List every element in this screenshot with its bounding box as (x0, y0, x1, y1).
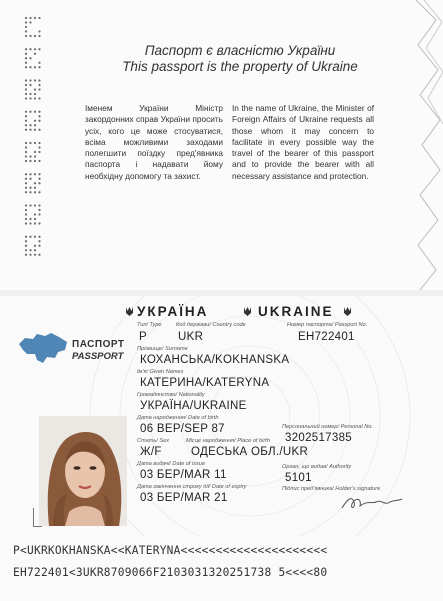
perforation-dot (29, 111, 31, 113)
value-sex: Ж/F (140, 446, 162, 458)
perforation-dot (25, 178, 27, 180)
perforation-dot (38, 222, 40, 224)
perforation-dot (29, 160, 31, 162)
photo-corner-mark (33, 508, 42, 527)
value-personal-no: 3202517385 (285, 432, 352, 444)
perforation-dot (34, 204, 36, 206)
perforation-dot (29, 236, 31, 238)
perforation-dot (25, 240, 27, 242)
perforation-dot (25, 97, 27, 99)
label-date-of-expiry: Дата закінчення строку дії/ Date of expiry (137, 484, 247, 490)
perforation-dot (29, 97, 31, 99)
perforation-dot (34, 173, 36, 175)
perforation-dot (25, 249, 27, 251)
page-edge-pattern (396, 0, 443, 290)
label-country-code: Код держави/ Country code (176, 322, 246, 328)
value-date-of-expiry: 03 БЕР/MAR 21 (140, 492, 228, 504)
perforation-dot (25, 204, 27, 206)
perforation-dot (34, 254, 36, 256)
perforation-dot (38, 151, 40, 153)
perforation-dot (29, 66, 31, 68)
perforation-dot (38, 173, 40, 175)
perforation-dot (34, 236, 36, 238)
perforation-dot (34, 160, 36, 162)
perforation-dot (25, 115, 27, 117)
request-text-ua: Іменем України Міністр закордонних справ України просить усіх, кого це може стосуватися, всіма можливими заходами полегшити поїздку пред'явника паспорта і надавати йому необхідну допомогу та захист. (85, 103, 223, 181)
perforation-dot (25, 79, 27, 81)
perforation-dot (25, 218, 27, 220)
perforation-dot (34, 249, 36, 251)
perforation-dot (34, 191, 36, 193)
perforation-dot (29, 48, 31, 50)
perforation-dot (38, 120, 40, 122)
label-personal-no: Персональний номер/ Personal No. (282, 424, 373, 430)
country-name-en: UKRAINE (258, 304, 334, 319)
document-title-ua: ПАСПОРТ (72, 339, 125, 350)
perforation-dot (25, 21, 27, 23)
perforation-dot (34, 93, 36, 95)
perforation-dot (29, 249, 31, 251)
label-passport-no: Номер паспорта/ Passport No. (287, 322, 368, 328)
perforation-dot (25, 57, 27, 59)
perforation-dot (34, 187, 36, 189)
perforation-dot (34, 48, 36, 50)
perforation-dot (25, 142, 27, 144)
perforation-dot (34, 142, 36, 144)
perforation-dot (34, 151, 36, 153)
perforation-dot (29, 187, 31, 189)
holder-photo (39, 416, 127, 526)
perforation-dot (25, 187, 27, 189)
perforation-dot (34, 124, 36, 126)
perforation-dot (38, 236, 40, 238)
perforation-dot (38, 79, 40, 81)
perforation-dot (29, 222, 31, 224)
perforation-dot (25, 53, 27, 55)
perforation-dot (38, 191, 40, 193)
trident-icon (243, 306, 252, 317)
perforation-dot (25, 66, 27, 68)
perforation-dot (38, 115, 40, 117)
perforation-dot (29, 17, 31, 19)
perforation-dot (38, 48, 40, 50)
property-statement-ua: Паспорт є власністю України (144, 43, 336, 58)
perforation-dot (29, 21, 31, 23)
label-given-names: Ім'я/ Given Names (137, 369, 184, 375)
value-date-of-issue: 03 БЕР/MAR 11 (140, 469, 227, 481)
perforation-dot (29, 93, 31, 95)
label-authority: Орган, що видав/ Authority (282, 464, 352, 470)
perforation-dot (34, 53, 36, 55)
perforation-dot (38, 182, 40, 184)
perforation-dot (38, 213, 40, 215)
holder-signature (338, 492, 404, 514)
perforation-dot (29, 79, 31, 81)
perforation-dot (25, 17, 27, 19)
perforation-dot (25, 222, 27, 224)
label-dob: Дата народження/ Date of birth (137, 415, 219, 421)
perforation-dot (29, 57, 31, 59)
perforation-dot (25, 160, 27, 162)
perforation-dot (38, 30, 40, 32)
perforation-dot (34, 120, 36, 122)
label-nationality: Громадянство/ Nationality (137, 392, 205, 398)
value-surname: КОХАНСЬКА/KOKHANSKA (140, 354, 290, 366)
value-given-names: КАТЕРИНА/KATERYNA (140, 377, 270, 389)
perforation-dot (29, 191, 31, 193)
perforation-dot (25, 209, 27, 211)
perforation-dot (34, 213, 36, 215)
trident-icon (343, 306, 352, 317)
perforation-dot (38, 62, 40, 64)
perforation-dot (34, 35, 36, 37)
perforation-dot (34, 88, 36, 90)
perforation-dot (38, 66, 40, 68)
perforation-dot (38, 160, 40, 162)
perforation-dot (38, 204, 40, 206)
value-type: P (139, 331, 147, 343)
value-dob: 06 ВЕР/SEP 87 (140, 423, 225, 435)
perforation-dot (34, 129, 36, 131)
perforation-dot (25, 129, 27, 131)
perforation-dot (29, 129, 31, 131)
perforation-dot (38, 209, 40, 211)
perforated-passport-number (22, 14, 44, 264)
perforation-dot (34, 222, 36, 224)
data-page (0, 296, 443, 601)
label-date-of-issue: Дата видачі/ Date of issue (137, 461, 206, 467)
perforation-dot (38, 254, 40, 256)
ukraine-map-icon (17, 330, 69, 366)
perforation-dot (29, 124, 31, 126)
perforation-dot (38, 240, 40, 242)
value-country-code: UKR (178, 331, 204, 343)
perforation-dot (34, 111, 36, 113)
perforation-dot (25, 213, 27, 215)
perforation-dot (34, 245, 36, 247)
perforation-dot (38, 84, 40, 86)
perforation-dot (25, 48, 27, 50)
perforation-dot (29, 142, 31, 144)
label-place-of-birth: Місце народження/ Place of birth (186, 438, 270, 444)
perforation-dot (25, 88, 27, 90)
perforation-dot (38, 178, 40, 180)
perforation-dot (29, 155, 31, 157)
perforation-dot (38, 146, 40, 148)
mrz-line-2: EH722401<3UKR8709066F2103031320251738 5<<<<80 (13, 566, 328, 579)
perforation-dot (34, 17, 36, 19)
perforation-dot (38, 88, 40, 90)
perforation-dot (25, 62, 27, 64)
perforation-dot (38, 142, 40, 144)
perforation-dot (38, 111, 40, 113)
perforation-dot (29, 173, 31, 175)
perforation-dot (25, 124, 27, 126)
perforation-dot (25, 245, 27, 247)
perforation-dot (25, 26, 27, 28)
label-sex: Стать/ Sex (137, 438, 170, 444)
property-statement-en: This passport is the property of Ukraine (122, 59, 358, 74)
perforation-dot (34, 97, 36, 99)
perforation-dot (25, 93, 27, 95)
perforation-dot (25, 146, 27, 148)
value-authority: 5101 (285, 472, 312, 484)
perforation-dot (25, 30, 27, 32)
request-text-en: In the name of Ukraine, the Minister of Foreign Affairs of Ukraine requests all those whom it may concern to facilitate in every possible way the travel of the bearer of this passport and to provide the bearer with all necessary assistance and protection. (232, 103, 374, 181)
perforation-dot (38, 129, 40, 131)
perforation-dot (25, 254, 27, 256)
perforation-dot (34, 182, 36, 184)
perforation-dot (38, 17, 40, 19)
country-name-ua: УКРАЇНА (137, 304, 209, 319)
perforation-dot (25, 35, 27, 37)
perforation-dot (38, 245, 40, 247)
perforation-dot (34, 218, 36, 220)
label-signature: Підпис пред'явника/ Holder's signature (282, 486, 381, 492)
value-nationality: УКРАЇНА/UKRAINE (140, 400, 247, 412)
perforation-dot (29, 35, 31, 37)
perforation-dot (29, 254, 31, 256)
label-surname: Прізвище/ Surname (137, 346, 188, 352)
perforation-dot (38, 35, 40, 37)
perforation-dot (38, 97, 40, 99)
perforation-dot (25, 191, 27, 193)
perforation-dot (34, 66, 36, 68)
perforation-dot (29, 218, 31, 220)
value-place-of-birth: ОДЕСЬКА ОБЛ./UKR (191, 446, 309, 458)
perforation-dot (25, 120, 27, 122)
perforation-dot (25, 111, 27, 113)
perforation-dot (29, 178, 31, 180)
inside-page (0, 0, 443, 290)
label-type: Тип/ Type (137, 322, 162, 328)
perforation-dot (25, 182, 27, 184)
perforation-dot (25, 236, 27, 238)
perforation-dot (25, 151, 27, 153)
value-passport-no: EH722401 (298, 331, 355, 343)
perforation-dot (25, 173, 27, 175)
perforation-dot (29, 204, 31, 206)
perforation-dot (34, 79, 36, 81)
perforation-dot (34, 155, 36, 157)
mrz-line-1: P<UKRKOKHANSKA<<KATERYNA<<<<<<<<<<<<<<<<<<<<< (13, 544, 328, 557)
perforation-dot (25, 155, 27, 157)
perforation-dot (29, 84, 31, 86)
document-title-en: PASSPORT (72, 351, 124, 362)
trident-icon (125, 306, 134, 317)
perforation-dot (25, 84, 27, 86)
